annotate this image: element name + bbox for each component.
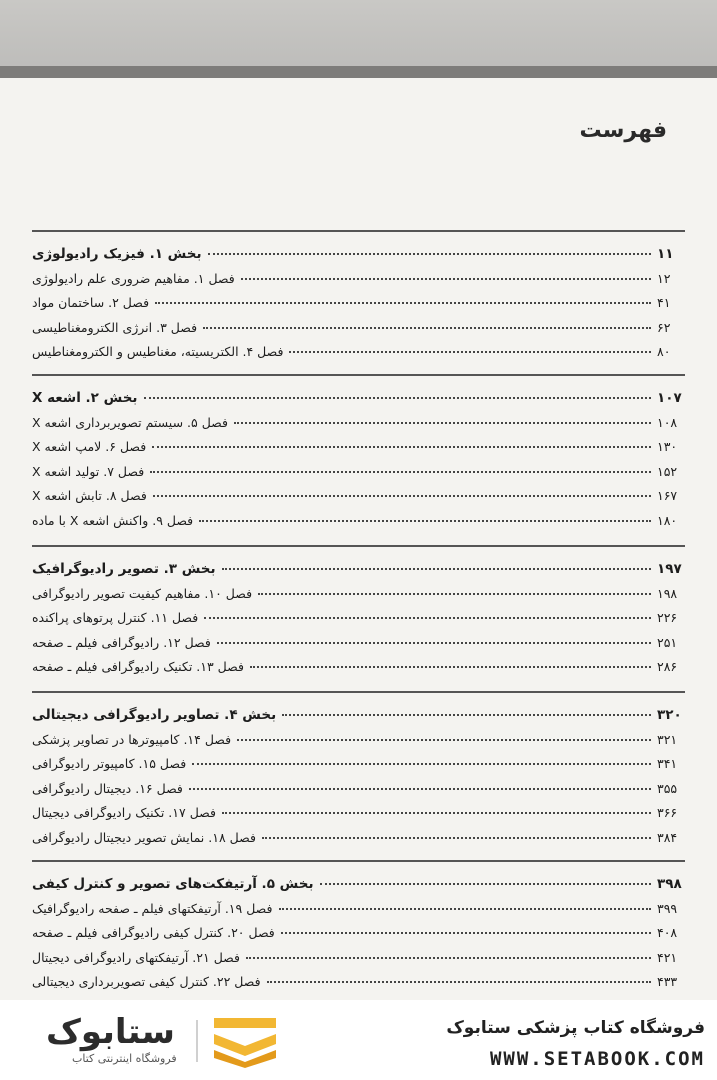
- part-title: بخش ۵. آرتیفکت‌های تصویر و کنترل کیفی: [32, 876, 314, 892]
- page-number: ۸۰: [657, 344, 671, 359]
- part-heading-row: [32, 246, 685, 271]
- chapter-row: [32, 950, 685, 975]
- logo-divider: [196, 1020, 198, 1062]
- toc-part: [32, 230, 685, 369]
- toc-part: [32, 545, 685, 684]
- page-number: ۳۹۸: [657, 876, 682, 892]
- chapter-row: [32, 439, 685, 464]
- chapter-row: [32, 464, 685, 489]
- chapter-title: فصل ۱۹. آرتیفکتهای فیلم ـ صفحه رادیوگرافیک: [32, 900, 273, 916]
- store-name: فروشگاه کتاب پزشکی ستابوک: [446, 1018, 705, 1038]
- leader-dots: [222, 568, 651, 570]
- leader-dots: [192, 763, 651, 765]
- chapter-title: فصل ۹. واکنش اشعه X با ماده: [32, 512, 194, 528]
- chapter-title: فصل ۷. تولید اشعه X: [32, 463, 145, 479]
- leader-dots: [281, 932, 651, 934]
- chapter-title: فصل ۱۴. کامپیوترها در تصاویر پزشکی: [32, 731, 232, 747]
- chapter-title: فصل ۱۶. دیجیتال رادیوگرافی: [32, 780, 183, 796]
- page-number: ۳۲۰: [657, 707, 682, 723]
- page-number: ۶۲: [657, 319, 671, 335]
- leader-dots: [234, 422, 651, 424]
- chapter-title: فصل ۲۱. آرتیفکتهای رادیوگرافی دیجیتال: [32, 949, 240, 965]
- chapter-row: [32, 805, 685, 830]
- leader-dots: [289, 351, 651, 353]
- store-footer: [0, 1000, 717, 1080]
- part-title: بخش ۳. تصویر رادیوگرافیک: [32, 561, 216, 577]
- chapter-row: [32, 781, 685, 806]
- chapter-row: [32, 756, 685, 781]
- store-url-link[interactable]: WWW.SETABOOK.COM: [489, 1048, 705, 1070]
- leader-dots: [262, 837, 651, 839]
- logo-subtitle: فروشگاه اینترنتی کتاب: [72, 1052, 177, 1065]
- chapter-row: [32, 513, 685, 538]
- leader-dots: [282, 714, 651, 716]
- page-number: ۴۰۸: [657, 925, 678, 940]
- page-shadow: [0, 0, 717, 70]
- chapter-row: [32, 610, 685, 635]
- leader-dots: [237, 739, 651, 741]
- chapter-row: [32, 415, 685, 440]
- leader-dots: [155, 302, 651, 304]
- chapter-title: فصل ۵. سیستم تصویربرداری اشعه X: [32, 414, 228, 430]
- chapter-title: فصل ۱۱. کنترل پرتوهای پراکنده: [32, 610, 199, 625]
- page-number: ۴۱: [657, 295, 671, 310]
- chapter-row: [32, 659, 685, 684]
- page-number: ۱۹۸: [657, 585, 678, 601]
- chapter-title: فصل ۱۵. کامپیوتر رادیوگرافی: [32, 756, 187, 771]
- part-title: بخش ۱. فیزیک رادیولوژی: [32, 246, 202, 262]
- chapter-title: فصل ۲۲. کنترل کیفی تصویربرداری دیجیتالی: [32, 974, 261, 989]
- page-number: ۱۵۲: [657, 463, 678, 479]
- part-title: بخش ۲. اشعه X: [32, 390, 138, 406]
- part-heading-row: [32, 707, 685, 732]
- chapter-row: [32, 488, 685, 513]
- page-number: ۳۹۹: [657, 900, 678, 916]
- page-number: ۱۳۰: [657, 439, 678, 454]
- store-logo: [18, 1010, 288, 1072]
- page-edge: [0, 66, 717, 78]
- book-page: [0, 78, 717, 1000]
- leader-dots: [279, 908, 652, 910]
- page-number: ۴۲۱: [657, 949, 678, 965]
- chapter-row: [32, 344, 685, 369]
- chapter-row: [32, 974, 685, 999]
- toc-title: فهرست: [579, 118, 667, 143]
- page-number: ۲۵۱: [657, 634, 678, 650]
- chapter-title: فصل ۱۸. نمایش تصویر دیجیتال رادیوگرافی: [32, 829, 256, 845]
- leader-dots: [250, 666, 651, 668]
- page-number: ۱۹۷: [657, 561, 682, 577]
- leader-dots: [204, 617, 651, 619]
- leader-dots: [241, 278, 651, 280]
- chapter-row: [32, 320, 685, 345]
- part-heading-row: [32, 390, 685, 415]
- leader-dots: [246, 957, 651, 959]
- page-number: ۱۰۸: [657, 414, 678, 430]
- chapter-row: [32, 295, 685, 320]
- chapter-title: فصل ۲. ساختمان مواد: [32, 295, 150, 310]
- page-number: ۴۳۳: [657, 974, 678, 989]
- chapter-row: [32, 635, 685, 660]
- chapter-title: فصل ۴. الکتریسیته، مغناطیس و الکترومغناطیس: [32, 344, 284, 359]
- leader-dots: [203, 327, 651, 329]
- leader-dots: [150, 471, 651, 473]
- page-number: ۱۰۷: [657, 390, 682, 406]
- page-number: ۲۲۶: [657, 610, 678, 625]
- page-number: ۱۱: [657, 246, 674, 262]
- part-heading-row: [32, 876, 685, 901]
- leader-dots: [267, 981, 651, 983]
- part-heading-row: [32, 561, 685, 586]
- leader-dots: [208, 253, 651, 255]
- page-number: ۱۸۰: [657, 512, 678, 528]
- page-number: ۳۸۴: [657, 829, 678, 845]
- chapter-row: [32, 271, 685, 296]
- leader-dots: [320, 883, 651, 885]
- toc-part: [32, 374, 685, 537]
- chapter-title: فصل ۱۲. رادیوگرافی فیلم ـ صفحه: [32, 634, 211, 650]
- chapter-row: [32, 925, 685, 950]
- chapter-title: فصل ۳. انرژی الکترومغناطیسی: [32, 319, 198, 335]
- leader-dots: [222, 812, 651, 814]
- page-number: ۳۴۱: [657, 756, 678, 771]
- chapter-row: [32, 830, 685, 855]
- page-number: ۳۶۶: [657, 805, 678, 820]
- page-number: ۳۲۱: [657, 731, 678, 747]
- chapter-row: [32, 586, 685, 611]
- toc-part: [32, 860, 685, 999]
- chapter-title: فصل ۱۰. مفاهیم کیفیت تصویر رادیوگرافی: [32, 585, 253, 601]
- chapter-title: فصل ۱۷. تکنیک رادیوگرافی دیجیتال: [32, 805, 216, 820]
- chapter-row: [32, 732, 685, 757]
- leader-dots: [144, 397, 651, 399]
- toc-part: [32, 691, 685, 854]
- page-number: ۱۲: [657, 270, 671, 286]
- page-number: ۱۶۷: [657, 488, 678, 503]
- chevron-stack-icon: [210, 1016, 280, 1068]
- chapter-title: فصل ۶. لامپ اشعه X: [32, 439, 147, 454]
- logo-wordmark: ستابوک: [46, 1012, 175, 1052]
- page-number: ۳۵۵: [657, 780, 678, 796]
- chapter-row: [32, 901, 685, 926]
- page-number: ۲۸۶: [657, 659, 678, 674]
- leader-dots: [152, 446, 651, 448]
- leader-dots: [153, 495, 651, 497]
- leader-dots: [258, 593, 651, 595]
- part-title: بخش ۴. تصاویر رادیوگرافی دیجیتالی: [32, 707, 277, 723]
- leader-dots: [199, 520, 651, 522]
- chapter-title: فصل ۱. مفاهیم ضروری علم رادیولوژی: [32, 270, 235, 286]
- chapter-title: فصل ۸. تابش اشعه X: [32, 488, 147, 503]
- leader-dots: [189, 788, 651, 790]
- leader-dots: [217, 642, 651, 644]
- chapter-title: فصل ۲۰. کنترل کیفی رادیوگرافی فیلم ـ صفحه: [32, 925, 275, 940]
- chapter-title: فصل ۱۳. تکنیک رادیوگرافی فیلم ـ صفحه: [32, 659, 244, 674]
